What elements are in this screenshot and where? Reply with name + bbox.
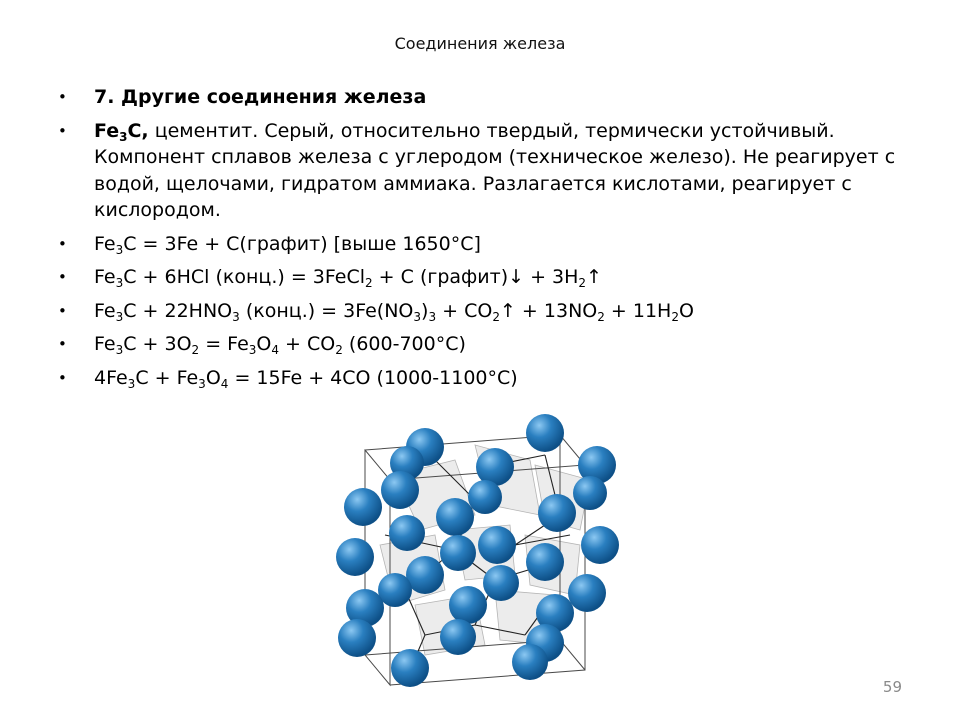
intro-text: цементит. Серый, относительно твердый, термически устойчивый. Компонент сплавов железа с углеродом (техническое железо). Не реагирует с водой, щелочами, гидратом аммиака. Разлагается кислотами, реагирует с кислородом. (94, 119, 896, 221)
equation-line (58, 331, 918, 358)
page-number: 59 (882, 678, 902, 696)
subscript: 2 (597, 309, 605, 324)
atom (336, 538, 374, 576)
bullet-list (58, 84, 918, 398)
atom (476, 448, 514, 486)
atom (338, 619, 376, 657)
subscript: 3 (413, 309, 422, 324)
equation-text: $Fe_3C + 6HCl$ (конц.) = 3FeCl$_2$ + C (графит)↓ + $3H_2↑$ (94, 266, 602, 290)
subscript: 3 (115, 309, 124, 324)
equation-text: $Fe_3C + 22HNO_3$ (конц.) = $3Fe(NO_3)_3$ + $CO_2↑ + 13NO_2 + 11H_2O$ (94, 299, 694, 324)
bullet-dot: • (58, 268, 67, 286)
subscript: 2 (492, 309, 500, 324)
atom (440, 619, 476, 655)
bullet-intro (58, 118, 918, 224)
atom (526, 543, 564, 581)
atom (378, 573, 412, 607)
subscript: 2 (671, 309, 679, 324)
subscript: 4 (220, 376, 229, 391)
subscript: 2 (578, 276, 587, 290)
bullet-dot: • (58, 234, 67, 253)
subscript: 2 (191, 343, 200, 357)
subscript: 3 (115, 343, 124, 357)
bullet-dot: • (58, 335, 67, 353)
subscript: 3 (127, 376, 136, 391)
crystal-structure-image (325, 405, 625, 695)
subscript: 4 (271, 343, 280, 357)
equation-line (58, 298, 918, 325)
atom (440, 535, 476, 571)
atom (389, 515, 425, 551)
atom (483, 565, 519, 601)
atom (526, 414, 564, 452)
atom (468, 480, 502, 514)
bullet-dot: • (58, 88, 67, 106)
atom (573, 476, 607, 510)
subscript: 3 (115, 276, 124, 290)
subscript: 3 (232, 309, 240, 324)
subscript: 3 (198, 376, 206, 391)
subscript: 3 (248, 343, 257, 357)
slide-title: Соединения железа (394, 34, 566, 53)
atom (512, 644, 548, 680)
formula-fe3c: $Fe_3C$, (94, 119, 149, 144)
bullet-dot: • (58, 301, 67, 320)
atom (436, 498, 474, 536)
atom (581, 526, 619, 564)
subscript: 2 (365, 276, 373, 290)
equation-text: $4Fe_3C + Fe_3O_4 = 15Fe + 4CO$ (1000-1100°C) (94, 366, 518, 391)
atom (478, 526, 516, 564)
section-heading: 7. Другие соединения железа (94, 86, 427, 108)
equation-line (58, 231, 918, 258)
atom (381, 471, 419, 509)
bullet-dot: • (58, 368, 67, 387)
bullet-heading (58, 84, 918, 111)
atom (344, 488, 382, 526)
equation-text: $Fe_3C = 3Fe$ + C(графит) [выше 1650°C] (94, 232, 481, 257)
subscript: 3 (428, 309, 437, 324)
equation-text: $Fe_3C + 3O_2 = Fe_3O_4 + CO_2$ (600-700°C) (94, 333, 466, 357)
subscript: 3 (115, 242, 124, 257)
bullet-dot: • (58, 121, 67, 140)
atom (391, 649, 429, 687)
atom (568, 574, 606, 612)
atom (538, 494, 576, 532)
atom (449, 586, 487, 624)
subscript: 2 (335, 343, 343, 357)
equation-line (58, 264, 918, 291)
equation-line (58, 365, 918, 392)
